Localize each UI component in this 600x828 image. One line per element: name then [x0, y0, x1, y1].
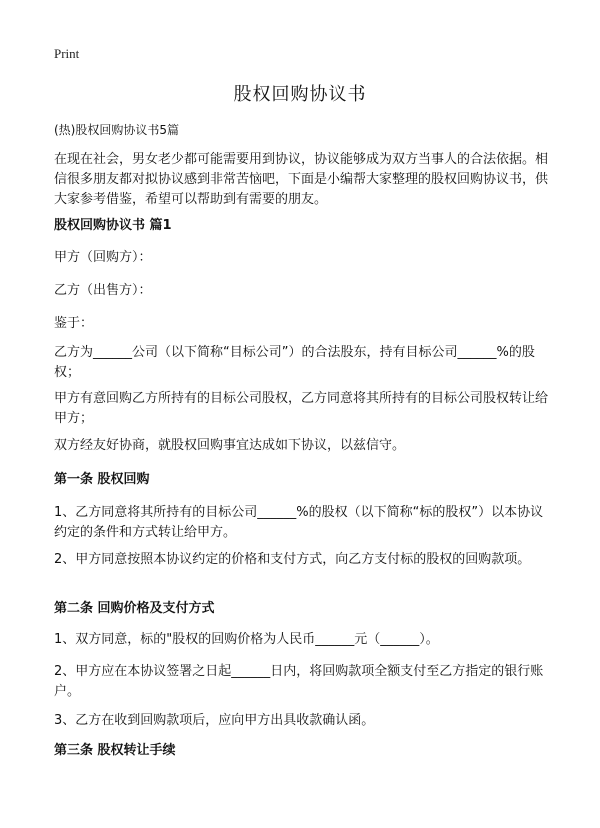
- intro-paragraph: 在现在社会，男女老少都可能需要用到协议，协议能够成为双方当事人的合法依据。相信很多朋友都对拟协议感到非常苦恼吧，下面是小编帮大家整理的股权回购协议书，供大家参考借鉴，希望可以帮助到有需要的朋友。: [54, 152, 549, 207]
- print-link[interactable]: Print: [54, 46, 80, 61]
- article-1-heading: 第一条 股权回购: [54, 472, 150, 487]
- article-2-clause-2: 2、甲方应在本协议签署之日起______日内，将回购款项全额支付至乙方指定的银行账户。: [54, 664, 544, 699]
- document-subtitle: (热)股权回购协议书5篇: [54, 123, 179, 137]
- whereas-paragraph-1: 乙方为______公司（以下简称“目标公司”）的合法股东，持有目标公司______%的股权；: [54, 345, 535, 380]
- whereas-line: 鉴于：: [54, 316, 94, 331]
- article-3-heading: 第三条 股权转让手续: [54, 743, 176, 758]
- party-a-line: 甲方（回购方）：: [54, 250, 152, 265]
- article-2-clause-3: 3、乙方在收到回购款项后，应向甲方出具收款确认函。: [54, 713, 375, 728]
- article-2-heading: 第二条 回购价格及支付方式: [54, 601, 215, 616]
- section-heading: 股权回购协议书 篇1: [54, 218, 172, 233]
- article-2-clause-1: 1、双方同意，标的"股权的回购价格为人民币______元（______）。: [54, 632, 439, 647]
- party-b-line: 乙方（出售方）：: [54, 283, 152, 298]
- whereas-paragraph-2: 甲方有意回购乙方所持有的目标公司股权，乙方同意将其所持有的目标公司股权转让给甲方；: [54, 391, 549, 426]
- whereas-paragraph-3: 双方经友好协商，就股权回购事宜达成如下协议，以兹信守。: [54, 438, 406, 453]
- document-title: 股权回购协议书: [233, 84, 367, 105]
- article-1-clause-1: 1、乙方同意将其所持有的目标公司______%的股权（以下简称“标的股权”）以本协议约定的条件和方式转让给甲方。: [54, 505, 544, 540]
- article-1-clause-2: 2、甲方同意按照本协议约定的价格和支付方式，向乙方支付标的股权的回购款项。: [54, 552, 531, 567]
